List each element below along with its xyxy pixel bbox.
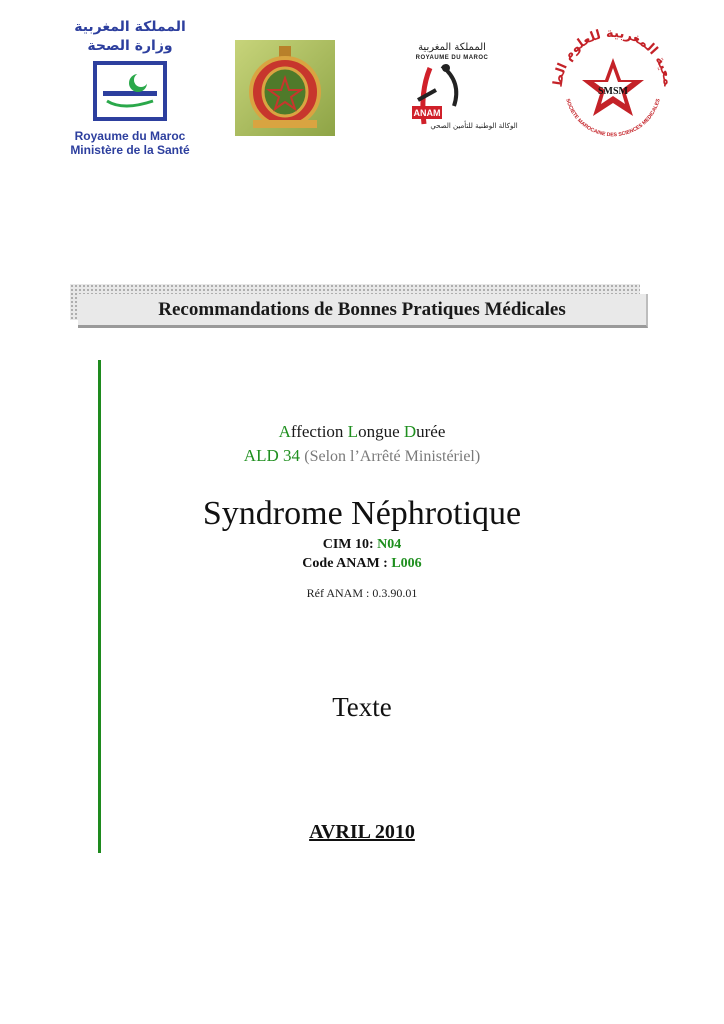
cim-value: N04: [377, 537, 402, 552]
ald-heading: [100, 422, 624, 442]
ald-letter-d: D: [403, 422, 417, 441]
ald-code-line: [100, 446, 624, 466]
smsm-initials: SMSM: [598, 86, 628, 97]
ald-word-ffection: ffection: [290, 422, 348, 441]
publication-date-text: AVRIL 2010: [309, 821, 415, 843]
smsm-arabic-arc: معية المغربية للعلوم الط: [550, 28, 676, 88]
ald-letter-l: L: [347, 422, 359, 441]
anam-badge-text: ANAM: [413, 108, 441, 118]
anam-figure-icon: [402, 62, 518, 132]
ald-code: ALD 34: [243, 446, 300, 465]
ald-letter-a: A: [278, 422, 291, 441]
ald-note: (Selon l’Arrêté Ministériel): [304, 448, 481, 465]
anam-logo: [402, 42, 518, 137]
anam-code-line: [100, 556, 624, 572]
smsm-latin-arc: SOCIETE MAROCAINE DES SCIENCES MEDICALES: [564, 98, 662, 138]
ministry-arabic-line1: المملكة المغربية: [74, 19, 186, 35]
anam-latin-top: ROYAUME DU MAROC: [415, 55, 489, 61]
ministry-arabic-line2: وزارة الصحة: [87, 38, 173, 54]
anam-arabic-bottom: الوكالة الوطنية للتأمين الصحي: [430, 122, 518, 130]
svg-text:SOCIETE MAROCAINE DES SCIENCES: [564, 98, 662, 138]
ministry-emblem-icon: [93, 61, 167, 121]
anam-code-label: Code ANAM :: [302, 556, 392, 571]
anam-code-value: L006: [391, 556, 422, 571]
ministry-of-health-logo: [60, 18, 200, 163]
ministry-latin-line2: Ministère de la Santé: [70, 143, 190, 157]
smsm-logo: [548, 28, 678, 138]
anam-arabic-top: المملكة المغربية: [418, 42, 486, 53]
title-banner: [70, 284, 648, 328]
royal-coat-of-arms-icon: [235, 40, 335, 136]
ald-word-ongue: ongue: [358, 422, 404, 441]
royal-emblem-logo: [235, 40, 335, 136]
ministry-latin-line1: Royaume du Maroc: [74, 129, 186, 143]
cim-code-line: [100, 537, 624, 553]
ald-word-uree: urée: [416, 422, 446, 441]
reference-number: Réf ANAM : 0.3.90.01: [306, 586, 418, 600]
banner-box: [78, 294, 648, 328]
banner-title: Recommandations de Bonnes Pratiques Médicales: [158, 299, 566, 320]
document-title: Syndrome Néphrotique: [202, 495, 522, 532]
publication-date: [100, 821, 624, 844]
cim-label: CIM 10:: [322, 537, 378, 552]
smsm-seal-icon: [548, 28, 678, 138]
document-type: Texte: [332, 692, 392, 722]
